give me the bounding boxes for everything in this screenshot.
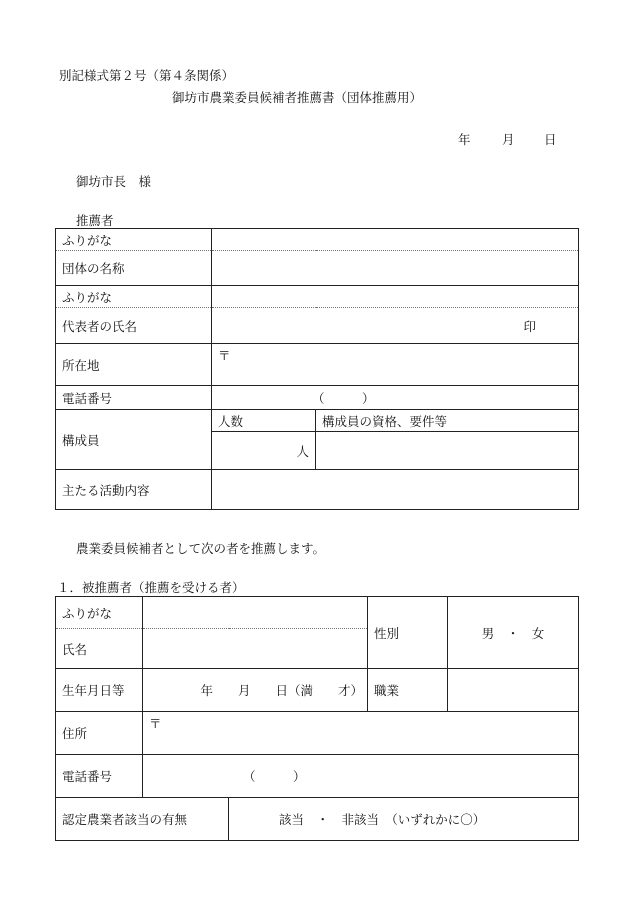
rep-furigana-label: ふりがな <box>56 286 212 308</box>
org-name-label: 団体の名称 <box>56 251 212 286</box>
nominee-phone-field[interactable] <box>143 755 579 798</box>
nominee-furigana-label: ふりがな <box>56 597 143 629</box>
org-name-field[interactable] <box>212 251 579 286</box>
form-number: 別記様式第２号（第４条関係） <box>59 68 235 83</box>
gender-label: 性別 <box>368 597 448 669</box>
occupation-field[interactable] <box>448 669 579 712</box>
nominee-address-field[interactable] <box>143 712 579 755</box>
nominee-name-label: 氏名 <box>56 629 143 669</box>
nominee-name-field[interactable] <box>143 629 368 669</box>
nominee-postal-mark: 〒 <box>149 716 162 731</box>
recommender-heading: 推薦者 <box>76 213 114 228</box>
address-field[interactable] <box>212 344 579 386</box>
birth-label: 生年月日等 <box>56 669 143 712</box>
phone-parens: （ ） <box>312 390 375 406</box>
recommender-table <box>55 228 579 510</box>
org-furigana-field[interactable] <box>212 229 579 251</box>
rep-name-label: 代表者の氏名 <box>56 308 212 344</box>
nominee-address-label: 住所 <box>56 712 143 755</box>
address-label: 所在地 <box>56 344 212 386</box>
page-title: 御坊市農業委員候補者推薦書（団体推薦用） <box>172 90 423 105</box>
certified-options[interactable]: 該当 ・ 非該当 （いずれかに〇） <box>229 798 579 841</box>
postal-mark: 〒 <box>218 348 231 363</box>
activities-field[interactable] <box>212 470 579 510</box>
nominee-phone-label: 電話番号 <box>56 755 143 798</box>
org-furigana-label: ふりがな <box>56 229 212 251</box>
rep-furigana-field[interactable] <box>212 286 579 308</box>
nominee-heading: １．被推薦者（推薦を受ける者） <box>57 580 245 595</box>
members-label: 構成員 <box>56 410 212 470</box>
member-qualification-field[interactable] <box>316 432 579 470</box>
member-qualification-header: 構成員の資格、要件等 <box>316 410 579 432</box>
phone-field[interactable] <box>212 386 579 410</box>
occupation-label: 職業 <box>368 669 448 712</box>
nominee-table <box>55 596 579 841</box>
member-count-unit: 人 <box>296 443 309 459</box>
certified-label: 認定農業者該当の有無 <box>56 798 229 841</box>
nominee-phone-parens: （ ） <box>243 769 306 784</box>
date-year-label: 年 <box>458 132 471 147</box>
member-count-header: 人数 <box>212 410 316 432</box>
date-month-label: 月 <box>502 132 515 147</box>
rep-name-field[interactable] <box>212 308 579 344</box>
phone-label: 電話番号 <box>56 386 212 410</box>
birth-fields: 年 月 日（満 才） <box>200 683 363 698</box>
addressee: 御坊市長 様 <box>76 174 152 189</box>
member-count-field[interactable] <box>212 432 316 470</box>
nominee-furigana-field[interactable] <box>143 597 368 629</box>
recommendation-statement: 農業委員候補者として次の者を推薦します。 <box>76 541 326 556</box>
date-day-label: 日 <box>544 132 557 147</box>
activities-label: 主たる活動内容 <box>56 470 212 510</box>
seal-mark: 印 <box>523 318 536 334</box>
birth-field[interactable] <box>143 669 368 712</box>
gender-options[interactable]: 男 ・ 女 <box>448 597 579 669</box>
